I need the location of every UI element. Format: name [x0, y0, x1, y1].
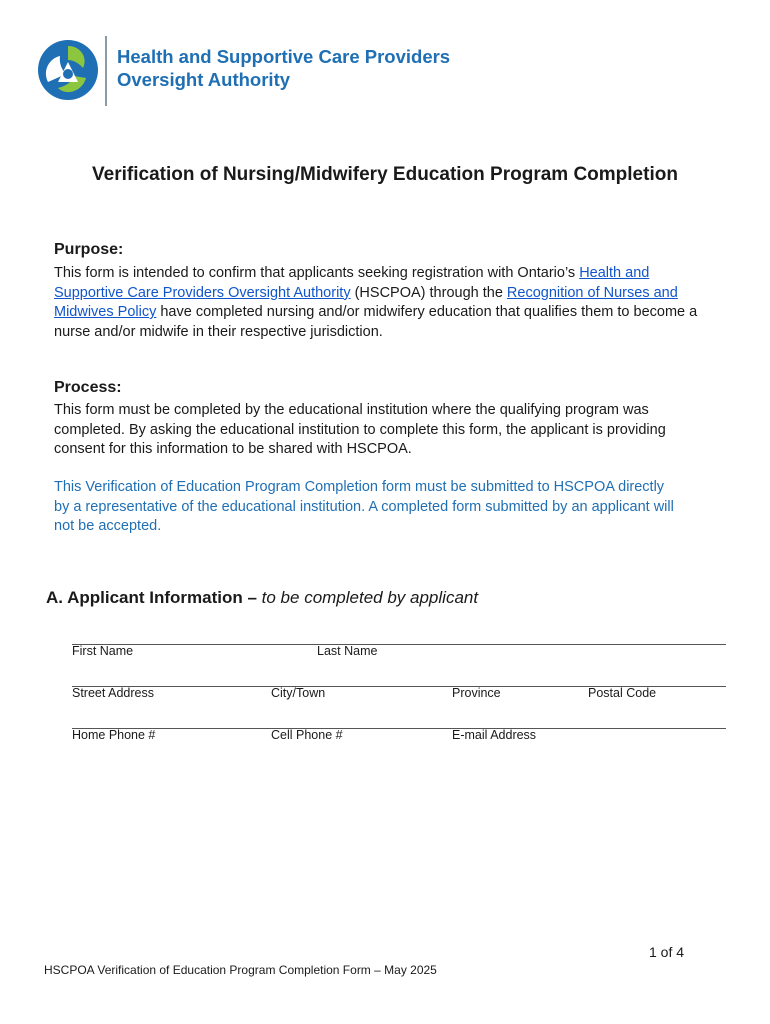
hscpoa-logo-icon	[36, 38, 100, 102]
organization-name	[117, 45, 450, 91]
footer-text: HSCPOA Verification of Education Program Completion Form – May 2025	[44, 963, 437, 977]
purpose-text-3: have completed nursing and/or midwifery education that qualifies them to become a nurse and/or midwife in their respective jurisdiction.	[54, 304, 698, 340]
document-title: Verification of Nursing/Midwifery Education Program Completion	[92, 164, 678, 185]
province-label: Province	[452, 686, 501, 700]
page-number: 1 of 4	[649, 944, 685, 960]
section-a-heading	[46, 588, 478, 608]
purpose-paragraph	[54, 264, 714, 342]
home-phone-label: Home Phone #	[72, 728, 156, 742]
contact-row-line[interactable]	[72, 728, 726, 729]
purpose-text-1: This form is intended to confirm that applicants seeking registration with Ontario’s	[54, 265, 580, 281]
submission-notice: This Verification of Education Program Completion form must be submitted to HSCPOA directly by a representative of the educational institution. A completed form submitted by an applicant will not be accepted.	[54, 479, 674, 534]
logo-divider	[105, 36, 107, 106]
recognition-policy-link[interactable]: Recognition of Nurses and Midwives Policy	[54, 284, 678, 320]
org-name-line1: Health and Supportive Care Providers	[117, 46, 451, 67]
section-a-title: A. Applicant Information –	[46, 588, 262, 607]
section-a-subtitle: to be completed by applicant	[261, 588, 479, 607]
cell-phone-label: Cell Phone #	[271, 728, 343, 742]
purpose-text-2: (HSCPOA) through the	[350, 284, 507, 301]
hscpoa-link[interactable]: Health and Supportive Care Providers Oversight Authority	[54, 265, 650, 301]
name-row-line[interactable]	[72, 644, 726, 645]
street-address-label: Street Address	[72, 686, 154, 700]
city-town-label: City/Town	[271, 686, 326, 700]
process-paragraph: This form must be completed by the educational institution where the qualifying program was completed. By asking the educational institution to complete this form, the applicant is providing consent for this information to be shared with HSCPOA.	[54, 402, 666, 457]
last-name-label: Last Name	[317, 644, 378, 658]
postal-code-label: Postal Code	[588, 686, 657, 700]
first-name-label: First Name	[72, 644, 134, 658]
purpose-heading: Purpose:	[54, 241, 124, 258]
org-name-line2: Oversight Authority	[117, 69, 291, 90]
email-label: E-mail Address	[452, 728, 537, 742]
process-heading: Process:	[54, 379, 122, 396]
